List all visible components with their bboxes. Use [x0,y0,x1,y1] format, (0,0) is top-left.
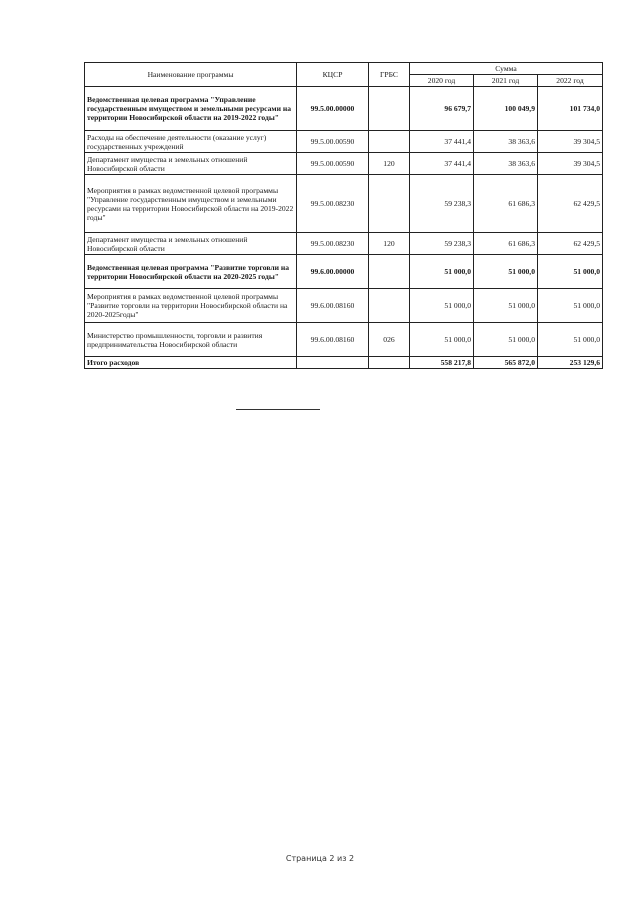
header-kcsr: КЦСР [297,63,369,87]
row-value-2021: 100 049,9 [474,87,538,131]
row-value-2021: 51 000,0 [474,289,538,323]
row-kcsr: 99.5.00.00590 [297,153,369,175]
header-year-2020: 2020 год [410,75,474,87]
row-grbs [369,255,410,289]
row-grbs [369,175,410,233]
row-kcsr: 99.5.00.00590 [297,131,369,153]
table-row [85,153,603,175]
row-value-2020: 37 441,4 [410,153,474,175]
row-grbs: 120 [369,233,410,255]
signature-divider [236,409,320,410]
row-value-2022: 51 000,0 [538,323,603,357]
row-grbs [369,87,410,131]
table-row [85,87,603,131]
table-row [85,323,603,357]
row-value-2022: 101 734,0 [538,87,603,131]
row-grbs [369,289,410,323]
budget-table [84,62,603,369]
row-kcsr: 99.5.00.00000 [297,87,369,131]
row-value-2020: 558 217,8 [410,357,474,369]
row-name: Мероприятия в рамках ведомственной целевой программы "Развитие торговли на территории Новосибирской области на 2020-2025годы" [85,289,297,323]
page-footer: Страница 2 из 2 [285,854,355,863]
row-value-2022: 39 304,5 [538,153,603,175]
row-value-2020: 96 679,7 [410,87,474,131]
table-row [85,131,603,153]
row-name: Итого расходов [85,357,297,369]
row-grbs: 120 [369,153,410,175]
row-value-2020: 59 238,3 [410,175,474,233]
row-value-2020: 51 000,0 [410,323,474,357]
row-name: Ведомственная целевая программа "Управление государственным имуществом и земельными ресурсами на территории Новосибирской области на 2019-2022 годы" [85,87,297,131]
row-kcsr: 99.6.00.00000 [297,255,369,289]
table-row [85,175,603,233]
header-grbs: ГРБС [369,63,410,87]
row-grbs [369,131,410,153]
header-year-2022: 2022 год [538,75,603,87]
row-name: Ведомственная целевая программа "Развитие торговли на территории Новосибирской области на 2020-2025 годы" [85,255,297,289]
row-name: Расходы на обеспечение деятельности (оказание услуг) государственных учреждений [85,131,297,153]
row-kcsr: 99.6.00.08160 [297,289,369,323]
table-row [85,289,603,323]
row-name: Департамент имущества и земельных отношений Новосибирской области [85,233,297,255]
row-grbs: 026 [369,323,410,357]
row-value-2022: 62 429,5 [538,233,603,255]
row-value-2020: 51 000,0 [410,289,474,323]
table-row [85,233,603,255]
header-year-2021: 2021 год [474,75,538,87]
row-value-2021: 51 000,0 [474,255,538,289]
row-kcsr: 99.5.00.08230 [297,233,369,255]
row-value-2021: 51 000,0 [474,323,538,357]
row-value-2021: 38 363,6 [474,131,538,153]
row-name: Департамент имущества и земельных отношений Новосибирской области [85,153,297,175]
row-value-2020: 37 441,4 [410,131,474,153]
header-sum: Сумма [410,63,603,75]
row-value-2022: 51 000,0 [538,255,603,289]
row-kcsr: 99.6.00.08160 [297,323,369,357]
row-value-2020: 59 238,3 [410,233,474,255]
row-value-2021: 565 872,0 [474,357,538,369]
table-header-row [85,63,603,75]
row-value-2022: 51 000,0 [538,289,603,323]
row-kcsr: 99.5.00.08230 [297,175,369,233]
row-value-2021: 61 686,3 [474,233,538,255]
row-value-2020: 51 000,0 [410,255,474,289]
row-kcsr [297,357,369,369]
row-value-2022: 62 429,5 [538,175,603,233]
row-value-2022: 39 304,5 [538,131,603,153]
row-name: Мероприятия в рамках ведомственной целевой программы "Управление государственным имуществом и земельными ресурсами на территории Новосибирской области на 2019-2022 годы" [85,175,297,233]
table-row [85,255,603,289]
row-grbs [369,357,410,369]
row-value-2022: 253 129,6 [538,357,603,369]
header-name: Наименование программы [85,63,297,87]
table-row-total [85,357,603,369]
row-value-2021: 61 686,3 [474,175,538,233]
row-value-2021: 38 363,6 [474,153,538,175]
row-name: Министерство промышленности, торговли и развития предпринимательства Новосибирской области [85,323,297,357]
